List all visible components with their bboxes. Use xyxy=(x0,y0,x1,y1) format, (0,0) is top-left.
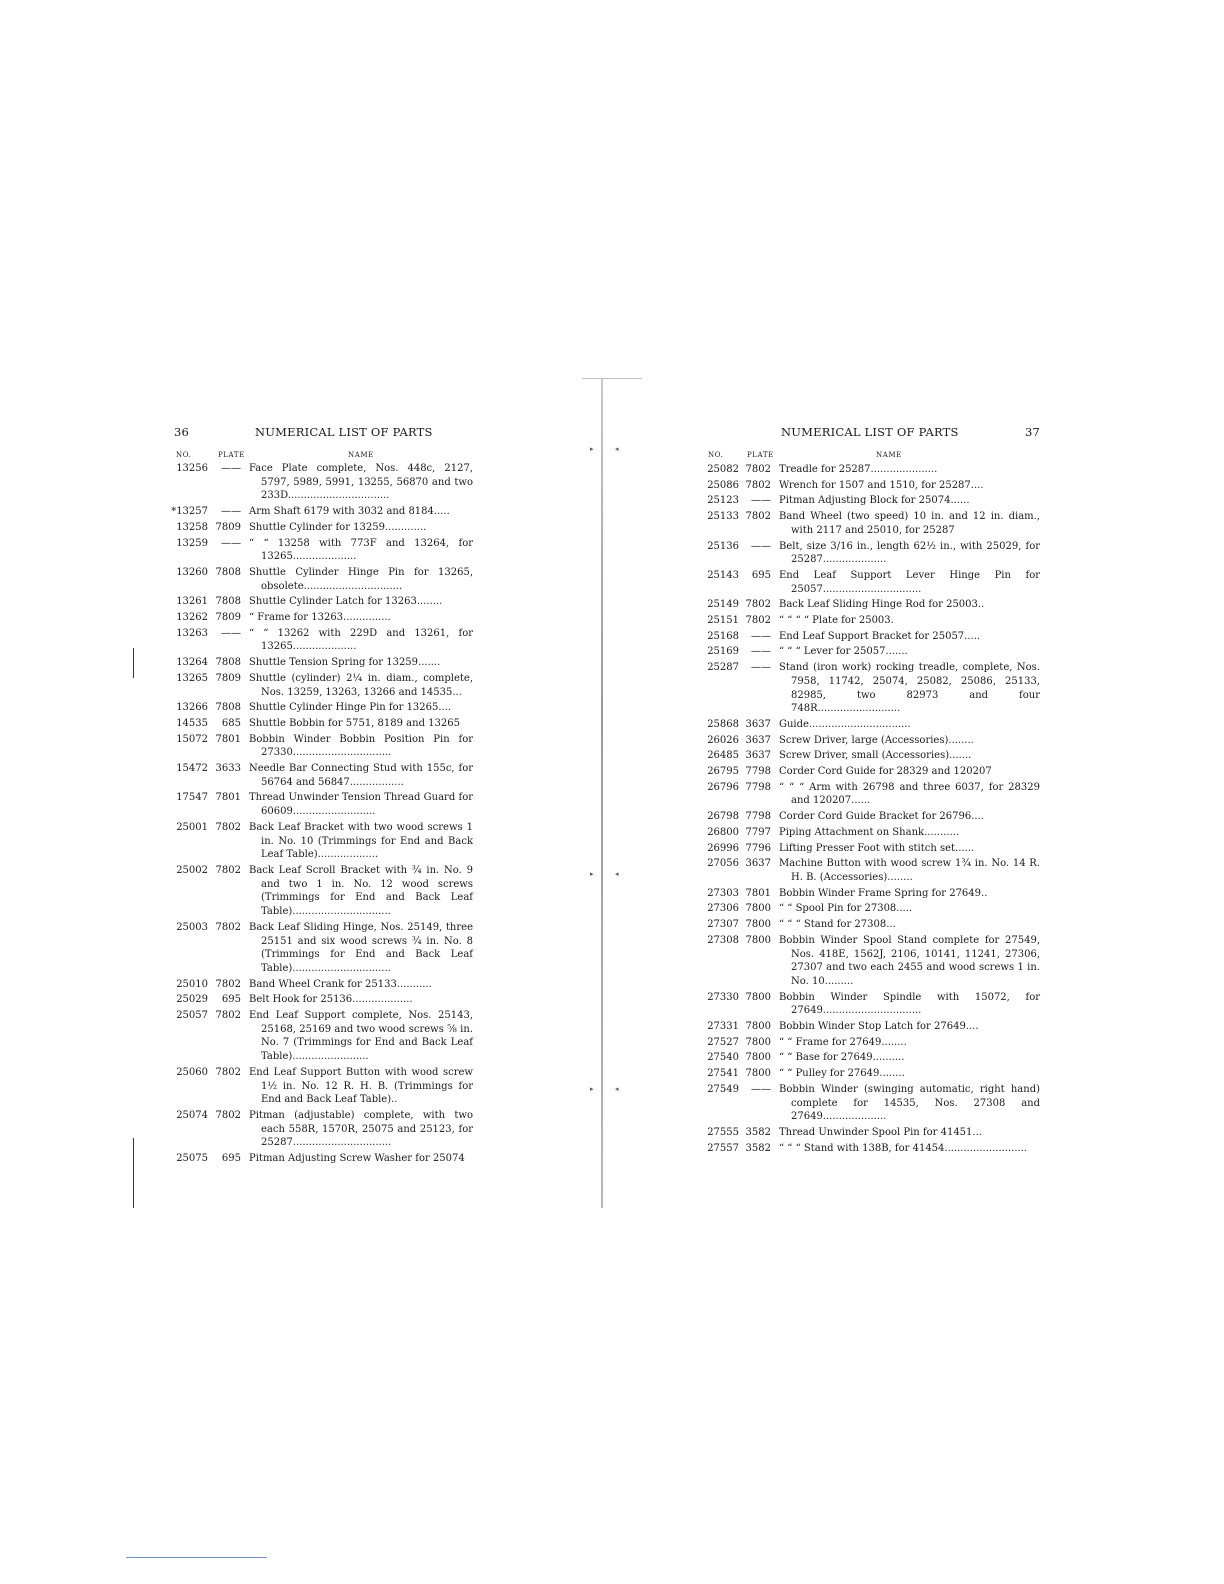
part-name: Pitman (adjustable) complete, with two each 558R, 1570R, 25075 and 25123, for 25287............................... xyxy=(249,1109,473,1149)
plate-number: 7801 xyxy=(215,792,241,804)
part-number: 25060 xyxy=(176,1066,208,1078)
table-row xyxy=(168,595,473,609)
table-row xyxy=(168,1066,473,1107)
part-number: 26996 xyxy=(707,842,739,854)
page-header xyxy=(168,425,473,441)
plate-number: —— xyxy=(751,646,771,658)
column-header-no: NO. xyxy=(176,451,192,459)
part-name: Bobbin Winder Bobbin Position Pin for 27330............................... xyxy=(249,733,473,759)
part-name: Shuttle Cylinder Hinge Pin for 13265, obsolete............................... xyxy=(249,566,473,592)
plate-number: 7800 xyxy=(745,1068,771,1080)
part-number: 13259 xyxy=(176,537,208,549)
part-name: End Leaf Support Lever Hinge Pin for 25057............................... xyxy=(779,569,1040,595)
part-name: Face Plate complete, Nos. 448c, 2127, 5797, 5989, 5991, 13255, 56870 and two 233D................................ xyxy=(249,463,473,502)
table-row xyxy=(168,701,473,715)
part-name: “ “ Spool Pin for 27308..... xyxy=(779,903,913,915)
plate-number: 7802 xyxy=(215,921,241,933)
part-name: Shuttle Cylinder for 13259............. xyxy=(249,521,427,533)
part-name: Stand (iron work) rocking treadle, complete, Nos. 7958, 11742, 25074, 25082, 25086, 25133, 82985, two 82973 and four 748R.......................... xyxy=(779,662,1040,715)
part-number: 25149 xyxy=(707,599,739,611)
plate-number: 7802 xyxy=(215,978,241,990)
table-row xyxy=(702,718,1040,732)
part-name: Corder Cord Guide Bracket for 26796.... xyxy=(779,811,984,823)
part-number: 26798 xyxy=(707,811,739,823)
table-row xyxy=(168,733,473,760)
part-name: “ “ 13258 with 773F and 13264, for 13265.................... xyxy=(249,537,473,563)
plate-number: 7801 xyxy=(215,733,241,745)
left-scan-edge-lower xyxy=(133,1138,134,1208)
table-row xyxy=(702,810,1040,824)
part-number: 25168 xyxy=(707,630,739,642)
part-name: End Leaf Support Bracket for 25057..... xyxy=(779,630,981,642)
part-number: 26485 xyxy=(707,750,739,762)
part-number: 25123 xyxy=(707,495,739,507)
table-row xyxy=(168,611,473,625)
part-number: 26026 xyxy=(707,734,739,746)
plate-number: 7808 xyxy=(215,657,241,669)
plate-number: 7802 xyxy=(215,1010,241,1022)
part-number: *13257 xyxy=(171,506,208,518)
table-row xyxy=(702,1051,1040,1065)
plate-number: 7809 xyxy=(215,672,241,684)
part-name: Arm Shaft 6179 with 3032 and 8184..... xyxy=(249,506,450,518)
gutter-top-edge xyxy=(582,378,642,379)
table-row xyxy=(702,661,1040,716)
plate-number: —— xyxy=(221,627,241,639)
parts-list xyxy=(168,462,473,1166)
part-name: “ “ “ Lever for 25057....... xyxy=(779,646,908,658)
gutter-mark: ▸ xyxy=(590,870,594,878)
table-row xyxy=(168,1152,473,1166)
plate-number: —— xyxy=(751,495,771,507)
part-name: Back Leaf Sliding Hinge Rod for 25003.. xyxy=(779,599,985,611)
part-number: 17547 xyxy=(176,792,208,804)
part-number: 25001 xyxy=(176,821,208,833)
part-number: 25169 xyxy=(707,646,739,658)
page-title: NUMERICAL LIST OF PARTS xyxy=(781,425,959,439)
table-row xyxy=(702,826,1040,840)
gutter-mark: ◂ xyxy=(615,445,619,453)
part-name: “ “ Base for 27649.......... xyxy=(779,1052,905,1064)
part-number: 25086 xyxy=(707,479,739,491)
plate-number: 695 xyxy=(751,569,771,581)
table-row xyxy=(702,1142,1040,1156)
part-number: 13262 xyxy=(176,612,208,624)
part-number: 26795 xyxy=(707,766,739,778)
column-header-name: NAME xyxy=(876,451,902,459)
table-row xyxy=(168,627,473,654)
part-number: 25057 xyxy=(176,1010,208,1022)
part-name: Belt, size 3/16 in., length 62½ in., with 25029, for 25287.................... xyxy=(779,540,1040,566)
plate-number: 7802 xyxy=(215,1066,241,1078)
part-name: “ “ “ “ Plate for 25003. xyxy=(779,615,894,627)
part-number: 27540 xyxy=(707,1052,739,1064)
gutter-mark: ◂ xyxy=(615,870,619,878)
plate-number: —— xyxy=(751,662,771,674)
part-name: Shuttle (cylinder) 2¼ in. diam., complete, Nos. 13259, 13263, 13266 and 14535... xyxy=(249,672,473,698)
part-name: “ Frame for 13263............... xyxy=(249,612,391,624)
part-name: Pitman Adjusting Screw Washer for 25074 xyxy=(249,1153,465,1165)
part-name: Treadle for 25287..................... xyxy=(779,464,938,475)
plate-number: —— xyxy=(221,537,241,549)
part-number: 13266 xyxy=(176,702,208,714)
part-name: “ “ Pulley for 27649........ xyxy=(779,1068,905,1080)
part-name: Bobbin Winder Spindle with 15072, for 27649............................... xyxy=(779,991,1040,1017)
part-name: Bobbin Winder (swinging automatic, right hand) complete for 14535, Nos. 27308 and 27649.................... xyxy=(779,1083,1040,1123)
part-number: 25010 xyxy=(176,978,208,990)
part-number: 26796 xyxy=(707,781,739,793)
part-name: Bobbin Winder Frame Spring for 27649.. xyxy=(779,887,988,899)
part-name: Thread Unwinder Spool Pin for 41451... xyxy=(779,1126,982,1138)
part-number: 27308 xyxy=(707,934,739,946)
part-number: 27056 xyxy=(707,858,739,870)
table-row xyxy=(168,864,473,919)
table-row xyxy=(168,921,473,976)
plate-number: 7800 xyxy=(745,1036,771,1048)
plate-number: 7800 xyxy=(745,934,771,946)
part-number: 25133 xyxy=(707,511,739,523)
table-row xyxy=(168,993,473,1007)
part-number: 27306 xyxy=(707,903,739,915)
plate-number: 7798 xyxy=(745,811,771,823)
part-name: “ “ “ Arm with 26798 and three 6037, for 28329 and 120207...... xyxy=(779,781,1040,807)
table-row xyxy=(702,887,1040,901)
plate-number: 7802 xyxy=(745,464,771,475)
table-row xyxy=(702,842,1040,856)
table-row xyxy=(702,1020,1040,1034)
gutter-mark: ▸ xyxy=(590,1085,594,1093)
part-name: Shuttle Bobbin for 5751, 8189 and 13265 xyxy=(249,717,460,729)
plate-number: 7808 xyxy=(215,596,241,608)
plate-number: 7796 xyxy=(745,842,771,854)
table-row xyxy=(168,762,473,789)
plate-number: 7797 xyxy=(745,826,771,838)
table-row xyxy=(702,857,1040,884)
part-number: 27557 xyxy=(707,1142,739,1154)
part-number: 27307 xyxy=(707,919,739,931)
column-header-no: NO. xyxy=(708,451,724,459)
column-header-plate: PLATE xyxy=(218,451,245,459)
plate-number: 3637 xyxy=(745,858,771,870)
table-row xyxy=(702,569,1040,596)
part-number: 25287 xyxy=(707,662,739,674)
plate-number: 7802 xyxy=(215,821,241,833)
plate-number: 685 xyxy=(221,717,241,729)
part-name: Bobbin Winder Stop Latch for 27649.... xyxy=(779,1021,979,1033)
part-number: 27527 xyxy=(707,1036,739,1048)
part-name: Back Leaf Scroll Bracket with ¾ in. No. 9 and two 1 in. No. 12 wood screws (Trimmings for End and Back Leaf Table)............................... xyxy=(249,864,473,918)
plate-number: 3633 xyxy=(215,763,241,775)
plate-number: 3637 xyxy=(745,750,771,762)
plate-number: 7798 xyxy=(745,781,771,793)
table-row xyxy=(168,505,473,519)
part-name: Piping Attachment on Shank........... xyxy=(779,826,960,838)
part-name: Screw Driver, large (Accessories)........ xyxy=(779,734,974,746)
part-number: 27331 xyxy=(707,1021,739,1033)
part-number: 25868 xyxy=(707,718,739,730)
column-header-name: NAME xyxy=(348,451,374,459)
part-name: Machine Button with wood screw 1¾ in. No. 14 R. H. B. (Accessories)........ xyxy=(779,858,1040,883)
table-row xyxy=(168,821,473,862)
table-row xyxy=(702,781,1040,808)
part-number: 27555 xyxy=(707,1126,739,1138)
table-row xyxy=(702,1126,1040,1140)
part-name: Pitman Adjusting Block for 25074...... xyxy=(779,495,970,507)
part-number: 27541 xyxy=(707,1068,739,1080)
table-row xyxy=(168,537,473,564)
table-row xyxy=(168,566,473,593)
parts-list xyxy=(702,463,1040,1155)
part-name: Belt Hook for 25136................... xyxy=(249,994,413,1006)
table-row xyxy=(702,749,1040,763)
gutter-mark: ▸ xyxy=(590,445,594,453)
part-name: “ “ “ Stand for 27308... xyxy=(779,919,896,931)
part-name: Wrench for 1507 and 1510, for 25287.... xyxy=(779,479,984,491)
plate-number: 3582 xyxy=(745,1126,771,1138)
part-number: 13264 xyxy=(176,657,208,669)
plate-number: 7800 xyxy=(745,903,771,915)
plate-number: 695 xyxy=(221,994,241,1006)
table-row xyxy=(702,1067,1040,1081)
part-number: 26800 xyxy=(707,826,739,838)
column-header-plate: PLATE xyxy=(747,451,774,459)
plate-number: 7800 xyxy=(745,1052,771,1064)
part-name: Band Wheel Crank for 25133........... xyxy=(249,978,432,990)
part-number: 13263 xyxy=(176,627,208,639)
book-gutter xyxy=(601,378,603,1208)
left-scan-edge xyxy=(133,648,134,678)
column-headers xyxy=(702,451,1040,461)
part-name: Shuttle Cylinder Latch for 13263........ xyxy=(249,596,443,608)
plate-number: 3637 xyxy=(745,734,771,746)
part-number: 13260 xyxy=(176,566,208,578)
table-row xyxy=(168,978,473,992)
table-row xyxy=(168,521,473,535)
table-row xyxy=(168,717,473,731)
table-row xyxy=(702,479,1040,493)
plate-number: 7808 xyxy=(215,566,241,578)
part-name: “ “ Frame for 27649........ xyxy=(779,1036,907,1048)
plate-number: —— xyxy=(751,630,771,642)
part-number: 25151 xyxy=(707,615,739,627)
part-number: 27303 xyxy=(707,887,739,899)
table-row xyxy=(702,463,1040,477)
table-row xyxy=(702,630,1040,644)
plate-number: 3637 xyxy=(745,718,771,730)
plate-number: 7800 xyxy=(745,1021,771,1033)
part-name: Screw Driver, small (Accessories)....... xyxy=(779,750,972,762)
part-number: 25029 xyxy=(176,994,208,1006)
part-number: 15472 xyxy=(176,763,208,775)
scan-artifact-line xyxy=(126,1557,267,1558)
plate-number: 7801 xyxy=(745,887,771,899)
plate-number: 3582 xyxy=(745,1142,771,1154)
page-number: 36 xyxy=(174,425,190,439)
part-name: Needle Bar Connecting Stud with 155c, for 56764 and 56847................. xyxy=(249,763,473,788)
part-name: Guide................................ xyxy=(779,718,911,730)
table-row xyxy=(702,934,1040,989)
gutter-mark: ◂ xyxy=(615,1085,619,1093)
plate-number: —— xyxy=(221,506,241,518)
part-number: 27330 xyxy=(707,991,739,1003)
part-number: 25136 xyxy=(707,540,739,552)
part-name: “ “ “ Stand with 138B, for 41454.......................... xyxy=(779,1142,1028,1154)
table-row xyxy=(702,902,1040,916)
page-header xyxy=(702,425,1040,441)
part-name: Lifting Presser Foot with stitch set...... xyxy=(779,842,975,854)
plate-number: —— xyxy=(221,463,241,474)
part-name: Thread Unwinder Tension Thread Guard for 60609.......................... xyxy=(249,792,473,818)
part-name: Shuttle Cylinder Hinge Pin for 13265.... xyxy=(249,702,452,714)
plate-number: 7808 xyxy=(215,702,241,714)
table-row xyxy=(168,462,473,503)
part-name: “ “ 13262 with 229D and 13261, for 13265.................... xyxy=(249,627,473,653)
part-number: 13261 xyxy=(176,596,208,608)
table-row xyxy=(702,614,1040,628)
part-number: 14535 xyxy=(176,717,208,729)
plate-number: 7802 xyxy=(215,1109,241,1121)
page-title: NUMERICAL LIST OF PARTS xyxy=(255,425,433,439)
table-row xyxy=(168,656,473,670)
part-name: Corder Cord Guide for 28329 and 120207 xyxy=(779,766,992,778)
page-number: 37 xyxy=(1024,425,1040,439)
plate-number: 7809 xyxy=(215,612,241,624)
plate-number: 7802 xyxy=(745,479,771,491)
table-row xyxy=(702,918,1040,932)
table-row xyxy=(702,598,1040,612)
table-row xyxy=(168,672,473,699)
plate-number: —— xyxy=(751,1083,771,1095)
table-row xyxy=(702,765,1040,779)
plate-number: 7800 xyxy=(745,919,771,931)
part-name: Back Leaf Sliding Hinge, Nos. 25149, three 25151 and six wood screws ¾ in. No. 8 (Trimmings for End and Back Leaf Table)............................... xyxy=(249,921,473,974)
plate-number: 695 xyxy=(221,1153,241,1165)
plate-number: 7802 xyxy=(745,615,771,627)
part-name: Band Wheel (two speed) 10 in. and 12 in. diam., with 2117 and 25010, for 25287 xyxy=(779,511,1040,536)
part-number: 13258 xyxy=(176,521,208,533)
part-name: Back Leaf Bracket with two wood screws 1 in. No. 10 (Trimmings for End and Back Leaf Table)................... xyxy=(249,821,473,861)
table-row xyxy=(702,1083,1040,1124)
part-number: 13256 xyxy=(176,463,208,474)
table-row xyxy=(168,791,473,818)
plate-number: —— xyxy=(751,540,771,552)
table-row xyxy=(702,494,1040,508)
part-name: Bobbin Winder Spool Stand complete for 27549, Nos. 418E, 1562J, 2106, 10141, 11241, 27306, 27307 and two each 2455 and wood screws 1 in. No. 10......... xyxy=(779,934,1040,987)
table-row xyxy=(702,540,1040,567)
table-row xyxy=(702,1036,1040,1050)
table-row xyxy=(702,991,1040,1018)
table-row xyxy=(702,510,1040,537)
plate-number: 7802 xyxy=(745,511,771,523)
part-name: End Leaf Support complete, Nos. 25143, 25168, 25169 and two wood screws ⅝ in. No. 7 (Trimmings for End and Back Leaf Table)........................ xyxy=(249,1010,473,1063)
part-number: 25082 xyxy=(707,464,739,475)
plate-number: 7800 xyxy=(745,991,771,1003)
plate-number: 7802 xyxy=(215,864,241,876)
table-row xyxy=(168,1009,473,1064)
table-row xyxy=(702,734,1040,748)
part-number: 25143 xyxy=(707,569,739,581)
part-number: 25003 xyxy=(176,921,208,933)
plate-number: 7802 xyxy=(745,599,771,611)
part-number: 25002 xyxy=(176,864,208,876)
part-number: 25075 xyxy=(176,1153,208,1165)
part-number: 13265 xyxy=(176,672,208,684)
part-number: 25074 xyxy=(176,1109,208,1121)
table-row xyxy=(168,1109,473,1150)
part-number: 27549 xyxy=(707,1083,739,1095)
plate-number: 7809 xyxy=(215,521,241,533)
plate-number: 7798 xyxy=(745,766,771,778)
part-number: 15072 xyxy=(176,733,208,745)
column-headers xyxy=(168,451,473,461)
part-name: End Leaf Support Button with wood screw 1½ in. No. 12 R. H. B. (Trimmings for End and Back Leaf Table).. xyxy=(249,1066,473,1106)
table-row xyxy=(702,645,1040,659)
part-name: Shuttle Tension Spring for 13259....... xyxy=(249,657,441,669)
